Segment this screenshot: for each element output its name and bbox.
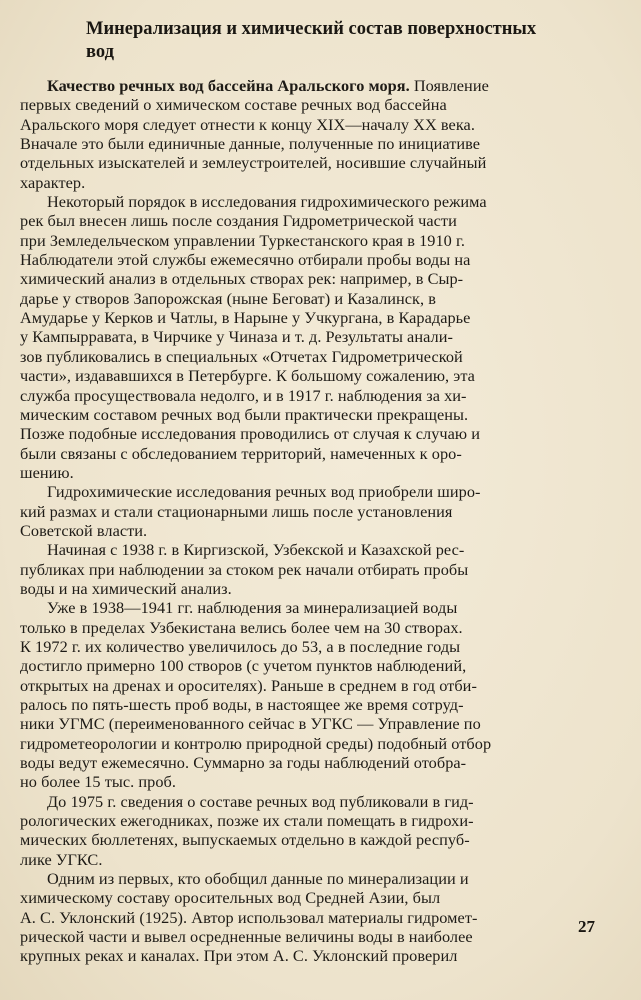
section-title-line-1: Минерализация и химический состав поверхностных	[86, 19, 537, 39]
text-line: воды ведут ежемесячно. Суммарно за годы наблюдений отобра-	[20, 753, 467, 773]
text-line: рологических ежегодниках, позже их стали помещать в гидрохи-	[20, 811, 474, 831]
text-line: А. С. Уклонский (1925). Автор использовал материалы гидромет-	[20, 907, 478, 927]
text-line: К 1972 г. их количество увеличилось до 53, а в последние годы	[20, 636, 461, 656]
text-line: гидрометеорологии и контролю природной среды) подобный отбор	[20, 733, 492, 753]
text-line: были связаны с обследованием территорий, намеченных к оро-	[20, 443, 462, 463]
text-line: Одним из первых, кто обобщил данные по минерализации и	[47, 869, 469, 889]
text-line: достигло примерно 100 створов (с учетом пунктов наблюдений,	[20, 656, 467, 676]
text-line: мических бюллетенях, выпускаемых отдельно в каждой респуб-	[20, 830, 470, 850]
text-line: Наблюдатели этой службы ежемесячно отбирали пробы воды на	[20, 250, 471, 270]
text-line: дарье у створов Запорожская (ныне Беговат) и Казалинск, в	[20, 288, 436, 308]
section-title-line-2: вод	[86, 42, 114, 62]
text-line: Позже подобные исследования проводились от случая к случаю и	[20, 424, 481, 444]
text-line: при Земледельческом управлении Туркестанского края в 1910 г.	[20, 230, 465, 250]
text-line: части», издававшихся в Петербурге. К большому сожалению, эта	[20, 366, 475, 386]
text-line: Начиная с 1938 г. в Киргизской, Узбекской и Казахской рес-	[47, 540, 465, 560]
text-line: рек был внесен лишь после создания Гидрометрической части	[20, 211, 457, 231]
text-line: только в пределах Узбекистана велись более чем на 30 створах.	[20, 617, 463, 637]
lead-heading: Качество речных вод бассейна Аральского моря.	[47, 76, 410, 95]
text-line: первых сведений о химическом составе речных вод бассейна	[20, 95, 447, 115]
text-line: мическим составом речных вод были практически прекращены.	[20, 404, 469, 424]
text-line-fragment: Появление	[409, 76, 489, 95]
text-line: ралось по пять-шесть проб воды, в настоящее же время сотруд-	[20, 695, 464, 714]
text-line: Некоторый порядок в исследования гидрохимического режима	[47, 192, 487, 212]
text-line: служба просуществовала недолго, и в 1917 г. наблюдения за хи-	[20, 385, 467, 405]
text-line: Аральского моря следует отнести к концу XIX—началу XX века.	[20, 114, 475, 134]
page-number: 27	[578, 917, 595, 936]
text-line: кий размах и стали стационарными лишь после установления	[20, 501, 453, 521]
text-line: отдельных изыскателей и землеустроителей, носившие случайный	[20, 153, 487, 173]
text-line	[20, 76, 600, 95]
text-line: химическому составу оросительных вод Средней Азии, был	[20, 888, 441, 908]
section-title	[86, 18, 606, 64]
text-line: Уже в 1938—1941 гг. наблюдения за минерализацией воды	[47, 598, 458, 618]
text-line: зов публиковались в специальных «Отчетах Гидрометрической	[20, 346, 463, 366]
text-line: Советской власти.	[20, 520, 148, 540]
body-text	[20, 76, 600, 966]
text-line: у Кампырравата, в Чирчике у Чиназа и т. д. Результаты анали-	[20, 327, 453, 347]
text-line: открытых на дренах и оросителях). Раньше в среднем в год отби-	[20, 675, 477, 695]
text-line: рической части и вывел осредненные величины воды в наиболее	[20, 927, 473, 947]
text-line: характер.	[20, 172, 86, 192]
text-line: Гидрохимические исследования речных вод приобрели широ-	[47, 482, 481, 502]
text-line: Амударье у Керков и Чатлы, в Нарыне у Учкургана, в Карадарье	[20, 308, 471, 328]
text-line: воды и на химический анализ.	[20, 578, 232, 598]
text-line: но более 15 тыс. проб.	[20, 772, 177, 792]
text-line: лике УГКС.	[20, 849, 103, 869]
text-line: До 1975 г. сведения о составе речных вод публиковали в гид-	[47, 791, 474, 811]
text-line: крупных реках и каналах. При этом А. С. Уклонский проверил	[20, 946, 458, 966]
text-line: Вначале это были единичные данные, полученные по инициативе	[20, 134, 481, 154]
text-line: химический анализ в отдельных створах рек: например, в Сыр-	[20, 269, 464, 289]
text-line: ники УГМС (переименованного сейчас в УГКС — Управление по	[20, 714, 481, 734]
text-line: публиках при наблюдении за стоком рек начали отбирать пробы	[20, 559, 469, 579]
text-line: шению.	[20, 462, 74, 482]
